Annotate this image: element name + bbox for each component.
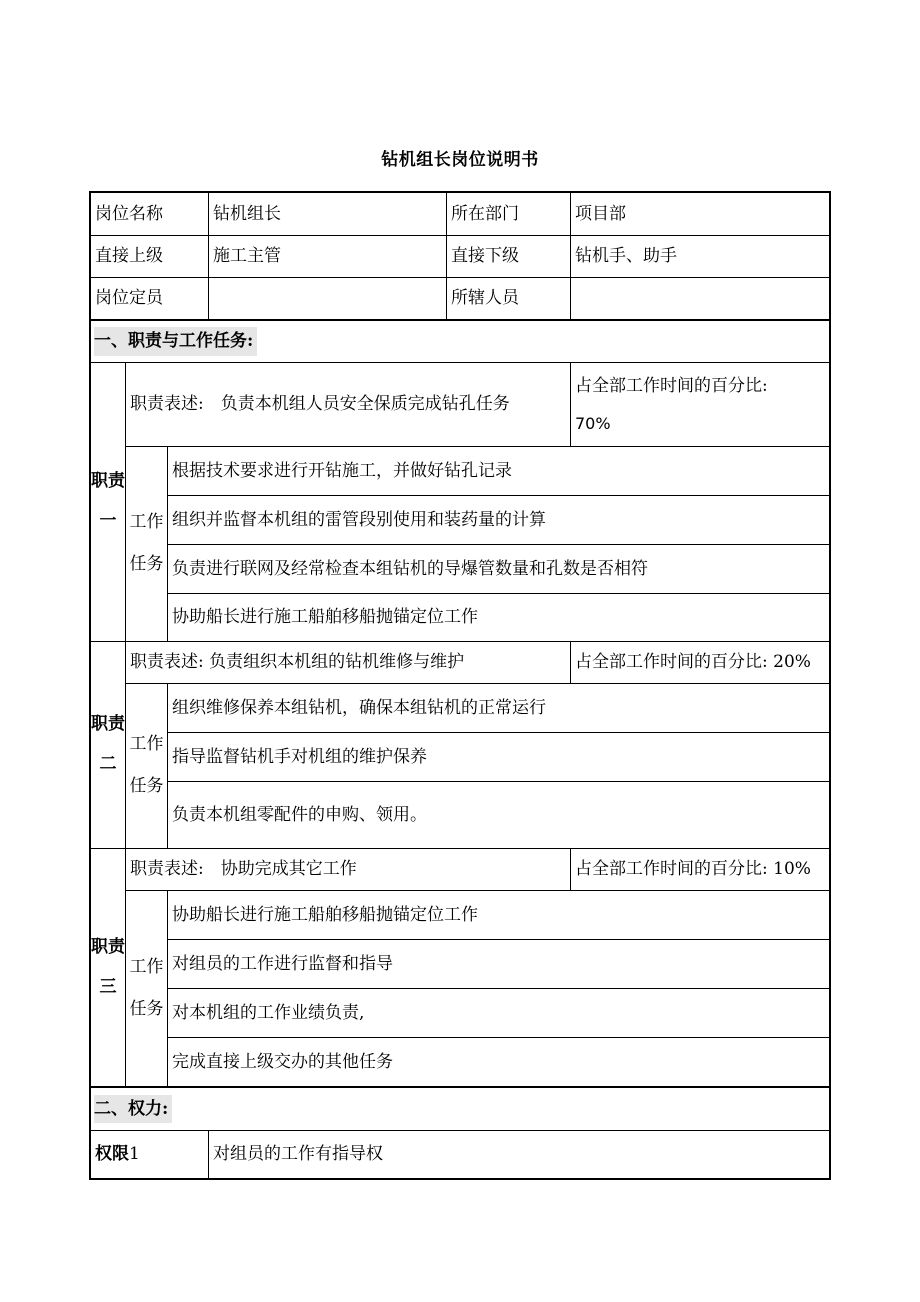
headcount-value	[209, 278, 447, 321]
job-description-table	[89, 191, 831, 1180]
duty-3-task-1: 协助船长进行施工船舶移船抛锚定位工作	[168, 891, 829, 940]
staff-value	[571, 278, 829, 321]
headcount-label: 岗位定员	[91, 278, 209, 321]
duty-1-percent-value: 70%	[575, 413, 611, 433]
staff-label: 所辖人员	[447, 278, 571, 321]
superior-label: 直接上级	[91, 236, 209, 278]
duty-3-task-column-label: 工作任务	[126, 891, 168, 1088]
duty-1-task-2: 组织并监督本机组的雷管段别使用和装药量的计算	[168, 496, 829, 545]
duty-1-task-column-label: 工作任务	[126, 447, 168, 642]
authority-label-number: 1	[129, 1144, 140, 1165]
duty-1-percent	[571, 363, 829, 447]
duty-2-task-3: 负责本机组零配件的申购、领用。	[168, 782, 829, 849]
duty-1-task-3: 负责进行联网及经常检查本组钻机的导爆管数量和孔数是否相符	[168, 545, 829, 594]
duty-3-task-4: 完成直接上级交办的其他任务	[168, 1038, 829, 1088]
position-name-label: 岗位名称	[91, 193, 209, 236]
duty-3-statement: 职责表述: 协助完成其它工作	[126, 849, 571, 891]
duty-1-percent-text: 占全部工作时间的百分比:	[575, 375, 768, 396]
duty-1-task-4: 协助船长进行施工船舶移船抛锚定位工作	[168, 594, 829, 642]
duty-1-statement: 职责表述: 负责本机组人员安全保质完成钻孔任务	[126, 363, 571, 447]
section-authority-header	[91, 1088, 829, 1131]
authority-text: 对组员的工作有指导权	[213, 1144, 383, 1165]
section-duties-header	[91, 321, 829, 363]
department-value: 项目部	[571, 193, 829, 236]
document-title: 钻机组长岗位说明书	[381, 150, 539, 170]
duty-3-task-3: 对本机组的工作业绩负责,	[168, 989, 829, 1038]
duty-1-task-1: 根据技术要求进行开钻施工，并做好钻孔记录	[168, 447, 829, 496]
section-duties-title: 一、职责与工作任务:	[94, 327, 257, 355]
subordinate-value: 钻机手、助手	[571, 236, 829, 278]
duty-3-label: 职责三	[91, 849, 126, 1088]
duty-2-percent: 占全部工作时间的百分比: 20%	[571, 642, 829, 684]
superior-value: 施工主管	[209, 236, 447, 278]
duty-2-task-1: 组织维修保养本组钻机，确保本组钻机的正常运行	[168, 684, 829, 733]
position-name-value: 钻机组长	[209, 193, 447, 236]
duty-2-statement: 职责表述: 负责组织本机组的钻机维修与维护	[126, 642, 571, 684]
duty-3-task-2: 对组员的工作进行监督和指导	[168, 940, 829, 989]
duty-2-label: 职责二	[91, 642, 126, 849]
duty-1-label: 职责一	[91, 363, 126, 642]
department-label: 所在部门	[447, 193, 571, 236]
duty-3-percent: 占全部工作时间的百分比: 10%	[571, 849, 829, 891]
duty-2-task-column-label: 工作任务	[126, 684, 168, 849]
subordinate-label: 直接下级	[447, 236, 571, 278]
section-authority-title: 二、权力:	[94, 1095, 172, 1123]
duty-2-task-2: 指导监督钻机手对机组的维护保养	[168, 733, 829, 782]
authority-label-text: 权限	[95, 1144, 129, 1165]
authority-label	[91, 1131, 209, 1178]
